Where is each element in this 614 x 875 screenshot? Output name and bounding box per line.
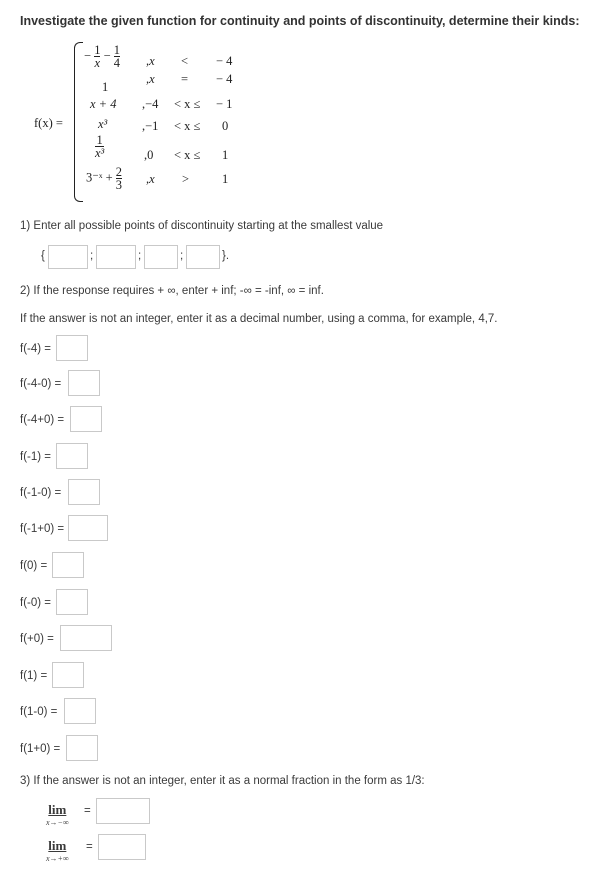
- piece-4-expr: x³: [98, 117, 108, 131]
- input-f-neg1-plus0[interactable]: [68, 515, 108, 541]
- limit-neg-infinity: lim x→−∞: [46, 802, 69, 827]
- input-f-neg1[interactable]: [56, 443, 88, 469]
- label-f-neg4-minus0: f(-4-0) =: [20, 378, 62, 390]
- input-f-minus0[interactable]: [56, 589, 88, 615]
- piece-6-expr: 3⁻ˣ + $\frac{2}{3}$: [86, 165, 123, 192]
- question-3-text: 3) If the answer is not an integer, enter it as a normal fraction in the form as 1/3:: [20, 775, 425, 787]
- input-f-neg4-minus0[interactable]: [68, 370, 100, 396]
- label-f-neg1: f(-1) =: [20, 451, 51, 463]
- question-2-note: If the answer is not an integer, enter it as a decimal number, using a comma, for example, 4,7.: [20, 313, 498, 325]
- piece-3-lower: ,−4: [142, 97, 159, 111]
- limit-neg-infinity-eq: =: [84, 805, 91, 817]
- label-f-1: f(1) =: [20, 670, 48, 682]
- separator-2: ;: [138, 250, 142, 262]
- piece-4-lower: ,−1: [142, 119, 159, 133]
- piece-5-lower: ,0: [144, 148, 154, 162]
- input-f-1[interactable]: [52, 662, 84, 688]
- input-f-neg1-minus0[interactable]: [68, 479, 100, 505]
- label-f-plus0: f(+0) =: [20, 633, 54, 645]
- discontinuity-point-input-3[interactable]: [144, 245, 178, 269]
- piece-6-relation: >: [182, 172, 190, 186]
- label-f-neg4: f(-4) =: [20, 343, 51, 355]
- piece-3-expr: x + 4: [90, 97, 117, 111]
- piece-1-bound: − 4: [216, 54, 233, 68]
- discontinuity-point-input-1[interactable]: [48, 245, 88, 269]
- piece-4-relation: < x ≤: [174, 119, 201, 133]
- label-f-neg4-plus0: f(-4+0) =: [20, 414, 65, 426]
- label-f-neg1-minus0: f(-1-0) =: [20, 487, 62, 499]
- piece-4-bound: 0: [222, 119, 229, 133]
- piece-2-bound: − 4: [216, 72, 233, 86]
- label-f-1-minus0: f(1-0) =: [20, 706, 58, 718]
- input-limit-neg-infinity[interactable]: [96, 798, 150, 824]
- input-f-1-minus0[interactable]: [64, 698, 96, 724]
- input-f-neg4-plus0[interactable]: [70, 406, 102, 432]
- discontinuity-point-input-4[interactable]: [186, 245, 220, 269]
- label-f-0: f(0) =: [20, 560, 48, 572]
- separator-3: ;: [180, 250, 184, 262]
- piece-6-var: ,x: [146, 172, 155, 186]
- label-f-1-plus0: f(1+0) =: [20, 743, 61, 755]
- piece-3-bound: − 1: [216, 97, 233, 111]
- label-f-neg1-plus0: f(-1+0) =: [20, 523, 65, 535]
- piece-1-expr: − $\frac{1}{x}$ − $\frac{1}{4}$: [84, 43, 120, 70]
- set-close-brace: }.: [222, 250, 230, 262]
- discontinuity-point-input-2[interactable]: [96, 245, 136, 269]
- piece-2-relation: =: [181, 72, 189, 86]
- input-f-plus0[interactable]: [60, 625, 112, 651]
- input-f-0[interactable]: [52, 552, 84, 578]
- piece-1-relation: <: [181, 54, 189, 68]
- piece-6-bound: 1: [222, 172, 229, 186]
- input-f-neg4[interactable]: [56, 335, 88, 361]
- piece-2-expr: 1: [102, 80, 109, 94]
- piece-3-relation: < x ≤: [174, 97, 201, 111]
- limit-pos-infinity-eq: =: [86, 841, 93, 853]
- piece-5-relation: < x ≤: [174, 148, 201, 162]
- task-title: Investigate the given function for continuity and points of discontinuity, determine their kinds:: [20, 14, 580, 28]
- piece-5-bound: 1: [222, 148, 229, 162]
- piece-1-var: ,x: [146, 54, 155, 68]
- question-2-text: 2) If the response requires + ∞, enter + inf; -∞ = -inf, ∞ = inf.: [20, 285, 324, 297]
- piece-5-expr: $\frac{1}{\text{x³}}$: [95, 133, 105, 160]
- input-limit-pos-infinity[interactable]: [98, 834, 146, 860]
- label-f-minus0: f(-0) =: [20, 597, 51, 609]
- question-1-text: 1) Enter all possible points of discontinuity starting at the smallest value: [20, 220, 384, 232]
- piece-2-var: ,x: [146, 72, 155, 86]
- function-label: f(x) =: [34, 116, 63, 130]
- piecewise-brace: [74, 42, 83, 202]
- limit-pos-infinity: lim x→+∞: [46, 838, 69, 863]
- separator-1: ;: [90, 250, 94, 262]
- input-f-1-plus0[interactable]: [66, 735, 98, 761]
- set-open-brace: {: [41, 250, 45, 262]
